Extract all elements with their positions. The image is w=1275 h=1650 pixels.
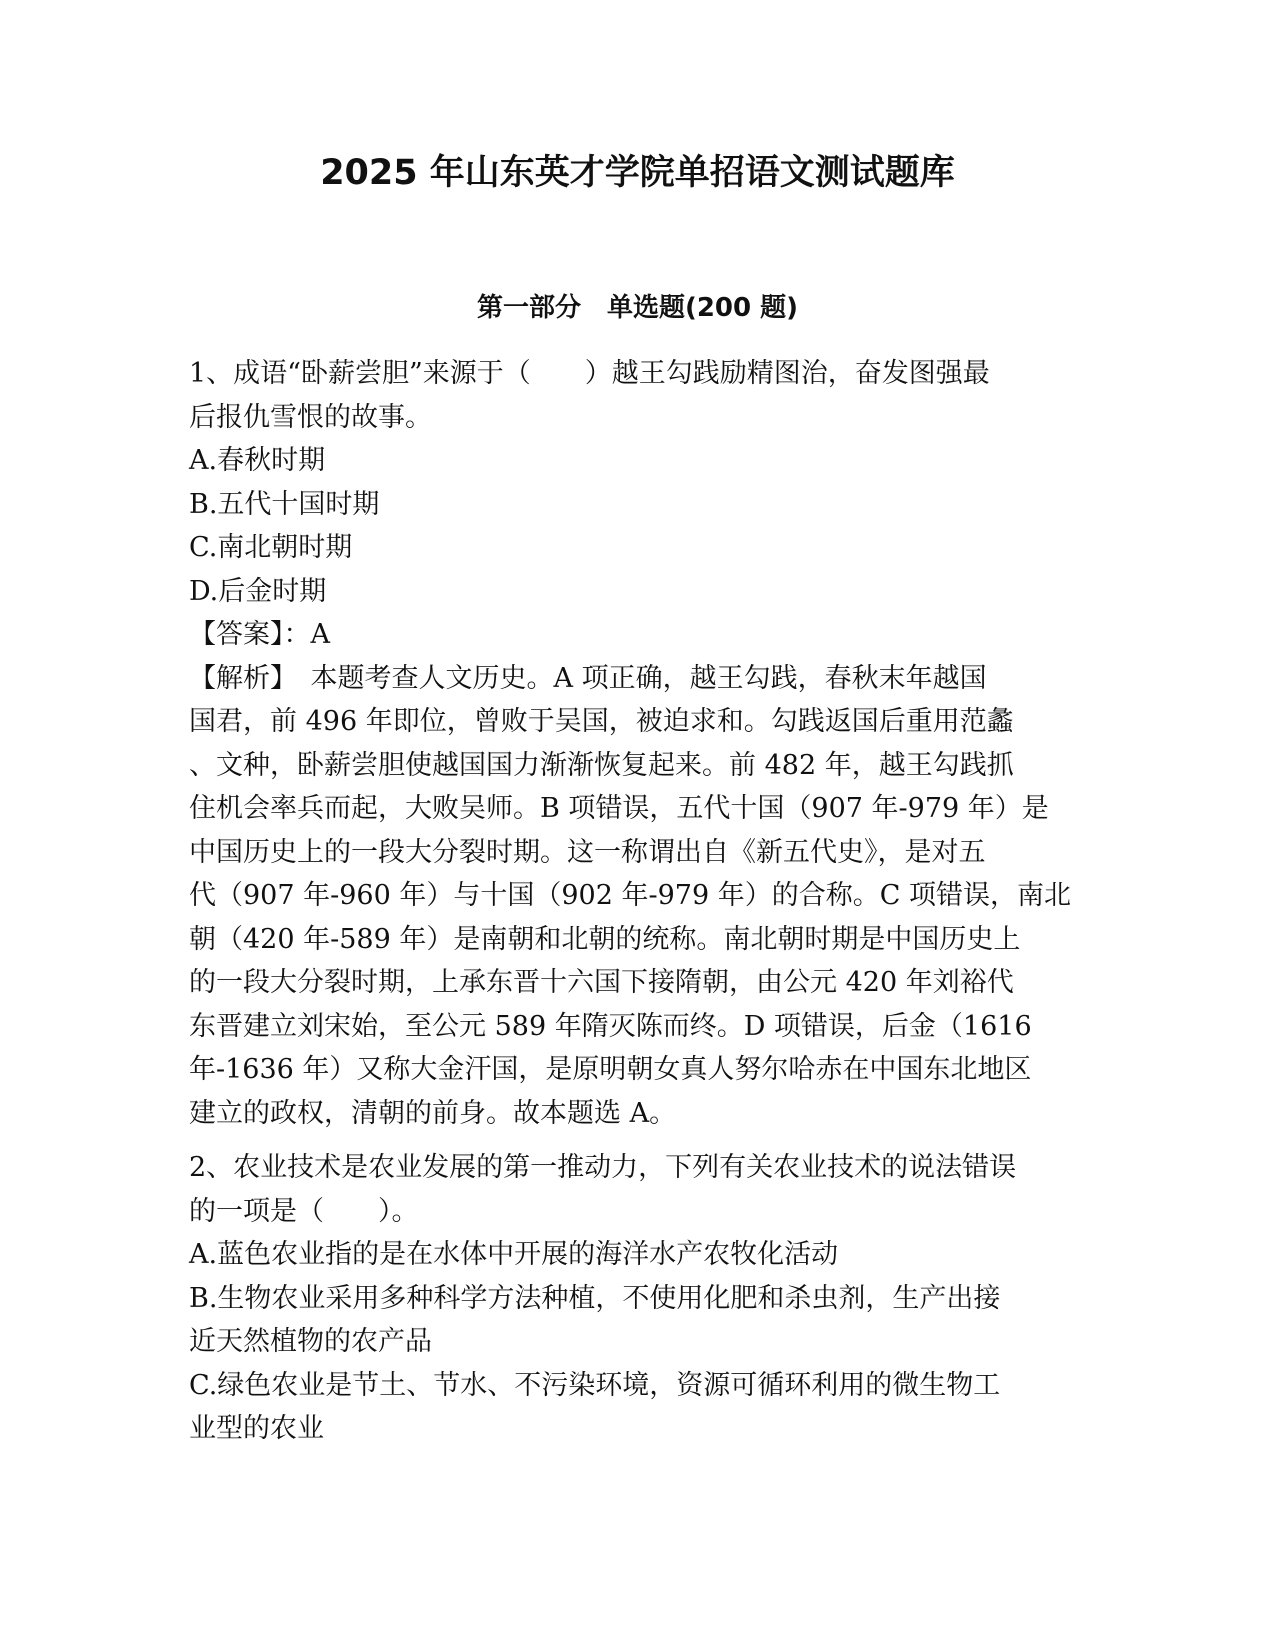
question-2 <box>189 1146 1089 1451</box>
question-1-analysis-line: 【解析】 本题考查人文历史。A 项正确，越王勾践，春秋末年越国 <box>189 662 987 694</box>
question-1-analysis-line: 住机会率兵而起，大败吴师。B 项错误，五代十国（907 年-979 年）是 <box>189 793 1049 824</box>
question-1-stem-line: 1、成语“卧薪尝胆”来源于（ ）越王勾践励精图治，奋发图强最 <box>189 358 990 389</box>
question-2-option-b: B.生物农业采用多种科学方法种植，不使用化肥和杀虫剂，生产出接 <box>189 1282 1001 1314</box>
question-1-option-a: A.春秋时期 <box>189 445 326 476</box>
question-2-option-a: A.蓝色农业指的是在水体中开展的海洋水产农牧化活动 <box>189 1239 839 1270</box>
document-body <box>189 352 1089 1451</box>
section-title: 第一部分 单选题(200 题) <box>476 293 799 323</box>
question-1-analysis-line: 、文种，卧薪尝胆使越国国力渐渐恢复起来。前 482 年，越王勾践抓 <box>189 749 1014 781</box>
question-1 <box>189 352 1089 1135</box>
question-1-answer: 【答案】：A <box>189 619 330 650</box>
question-1-option-b: B.五代十国时期 <box>189 488 380 520</box>
question-1-analysis-line: 国君，前 496 年即位，曾败于吴国，被迫求和。勾践返国后重用范蠡 <box>189 706 1014 737</box>
question-1-analysis-line: 朝（420 年-589 年）是南朝和北朝的统称。南北朝时期是中国历史上 <box>189 923 1021 955</box>
question-1-option-c: C.南北朝时期 <box>189 532 353 563</box>
question-spacer <box>189 1135 1089 1146</box>
question-1-analysis-line: 年-1636 年）又称大金汗国，是原明朝女真人努尔哈赤在中国东北地区 <box>189 1054 1032 1085</box>
question-1-analysis-line: 代（907 年-960 年）与十国（902 年-979 年）的合称。C 项错误，南北 <box>189 880 1071 911</box>
question-1-analysis-line: 中国历史上的一段大分裂时期。这一称谓出自《新五代史》，是对五 <box>189 836 986 868</box>
question-1-analysis-line: 建立的政权，清朝的前身。故本题选 A。 <box>189 1097 677 1129</box>
question-1-analysis-line: 东晋建立刘宋始，至公元 589 年隋灭陈而终。D 项错误，后金（1616 <box>189 1010 1032 1042</box>
question-2-option-c-cont: 业型的农业 <box>189 1413 324 1444</box>
question-2-option-b-cont: 近天然植物的农产品 <box>189 1326 432 1357</box>
question-1-stem-line: 后报仇雪恨的故事。 <box>189 401 432 433</box>
question-2-stem-line: 2、农业技术是农业发展的第一推动力，下列有关农业技术的说法错误 <box>189 1152 1017 1183</box>
question-2-stem-line: 的一项是（ ）。 <box>189 1195 419 1227</box>
question-1-analysis-line: 的一段大分裂时期，上承东晋十六国下接隋朝，由公元 420 年刘裕代 <box>189 967 1014 998</box>
question-1-option-d: D.后金时期 <box>189 575 327 607</box>
document-title: 2025 年山东英才学院单招语文测试题库 <box>320 153 955 193</box>
question-2-option-c: C.绿色农业是节土、节水、不污染环境，资源可循环利用的微生物工 <box>189 1369 1001 1401</box>
